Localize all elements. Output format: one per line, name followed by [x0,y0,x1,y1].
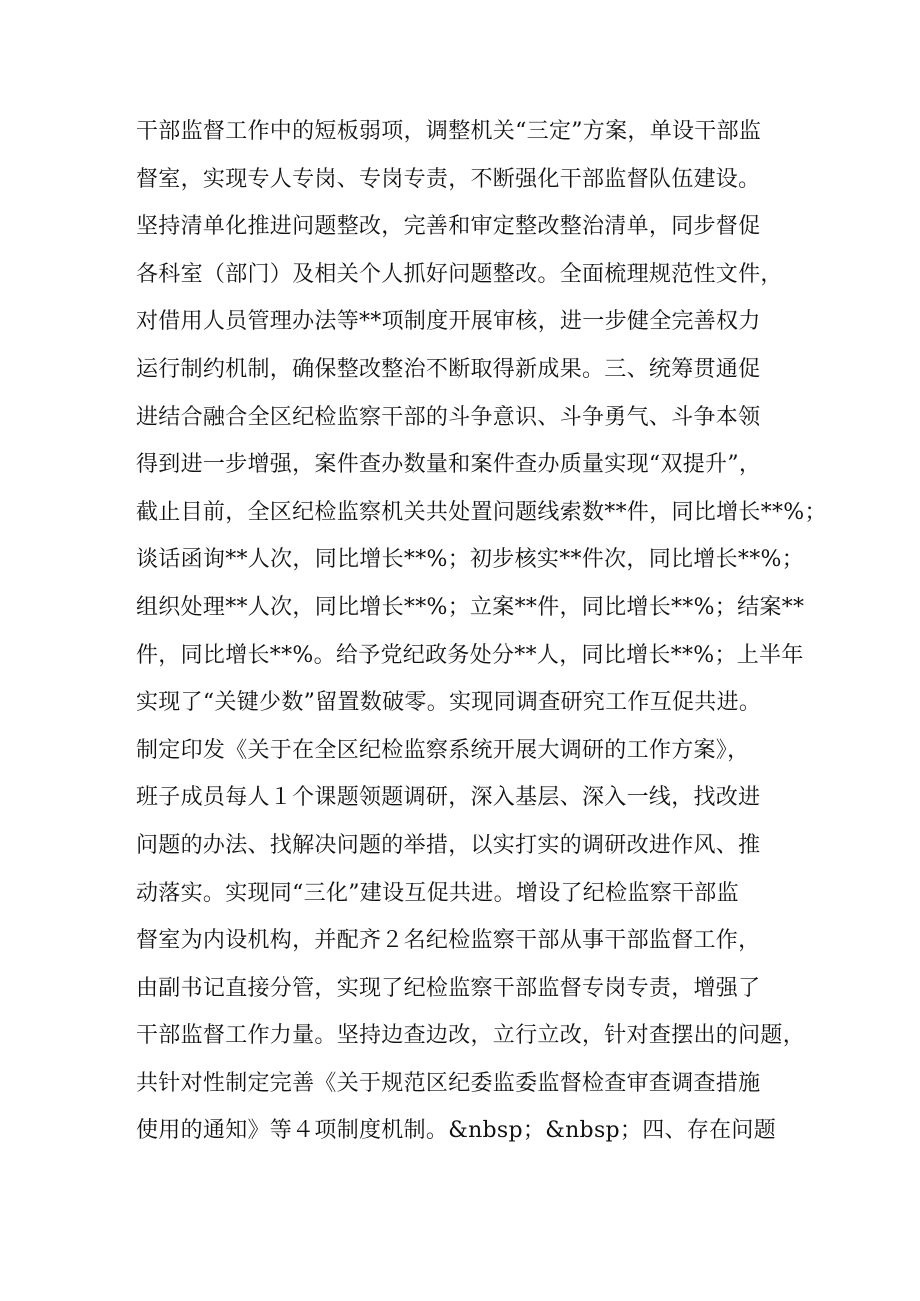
text-line: 干部监督工作力量。坚持边查边改，立行立改，针对查摆出的问题， [136,1023,806,1049]
text-line: 干部监督工作中的短板弱项，调整机关“三定”方案，单设干部监 [136,119,762,144]
text-line: 运行制约机制，确保整改整治不断取得新成果。三、统筹贯通促 [136,356,761,382]
text-line: 制定印发《关于在全区纪检监察系统开展大调研的工作方案》， [136,737,750,763]
text-line: 坚持清单化推进问题整改，完善和审定整改整治清单，同步督促 [136,214,761,240]
text-line: 各科室（部门）及相关个人抓好问题整改。全面梳理规范性文件， [136,261,783,287]
text-line: 共针对性制定完善《关于规范区纪委监委监督检查审查调查措施 [136,1070,761,1096]
text-line: 动落实。实现同“三化”建设互促共进。增设了纪检监察干部监 [136,880,739,906]
text-line: 班子成员每人１个课题领题调研，深入基层、深入一线，找改进 [136,785,761,811]
text-line: 实现了“关键少数”留置数破零。实现同调查研究工作互促共进。 [136,690,762,716]
text-line: 由副书记直接分管，实现了纪检监察干部监督专岗专责，增强了 [136,975,761,1001]
text-line: 督室为内设机构，并配齐２名纪检监察干部从事干部监督工作， [136,928,761,954]
body-text [136,108,827,1155]
text-line: 组织处理**人次，同比增长**%；立案**件，同比增长**%；结案** [136,594,805,620]
text-line: 对借用人员管理办法等**项制度开展审核，进一步健全完善权力 [136,309,761,335]
text-line: 谈话函询**人次，同比增长**%；初步核实**件次，同比增长**%； [136,547,805,573]
text-line: 得到进一步增强，案件查办数量和案件查办质量实现“双提升”， [136,452,762,478]
text-line: 截止目前，全区纪检监察机关共处置问题线索数**件，同比增长**%； [136,499,827,525]
text-line: 进结合融合全区纪检监察干部的斗争意识、斗争勇气、斗争本领 [136,404,761,430]
text-line: 件，同比增长**%。给予党纪政务处分**人，同比增长**%；上半年 [136,642,804,668]
text-line: 问题的办法、找解决问题的举措，以实打实的调研改进作风、推 [136,832,761,858]
text-line: 使用的通知》等４项制度机制。&nbsp；&nbsp；四、存在问题 [136,1118,777,1144]
text-line: 督室，实现专人专岗、专岗专责，不断强化干部监督队伍建设。 [136,166,761,192]
